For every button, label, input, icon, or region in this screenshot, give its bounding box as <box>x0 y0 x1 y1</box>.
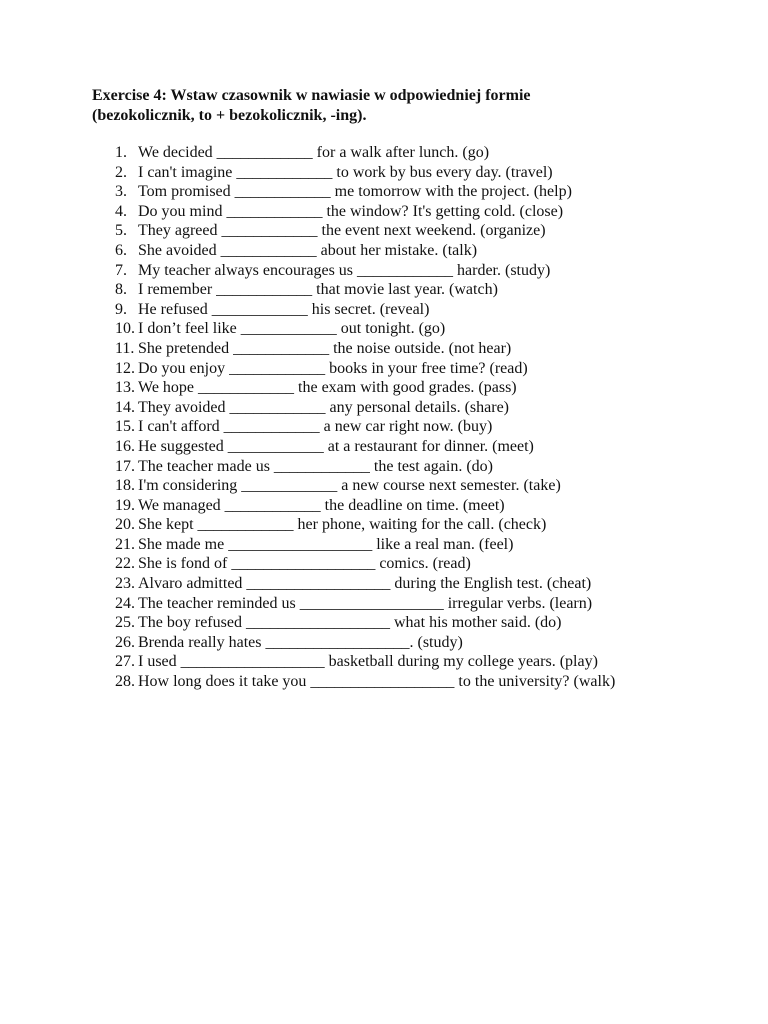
exercise-sentence: She made me __________________ like a real man. (feel) <box>138 535 514 553</box>
exercise-sentence: They avoided ____________ any personal details. (share) <box>138 398 510 416</box>
exercise-number: 25. <box>115 614 135 632</box>
exercise-item <box>115 613 675 633</box>
exercise-sentence: Alvaro admitted __________________ during the English test. (cheat) <box>138 575 592 593</box>
exercise-number: 16. <box>115 437 135 455</box>
exercise-sentence: We managed ____________ the deadline on time. (meet) <box>138 496 505 514</box>
exercise-number: 14. <box>115 398 135 416</box>
exercise-item <box>115 241 675 261</box>
exercise-number: 22. <box>115 555 135 573</box>
exercise-sentence: She avoided ____________ about her mistake. (talk) <box>138 241 478 259</box>
exercise-item <box>115 437 675 457</box>
exercise-sentence: The teacher reminded us __________________ irregular verbs. (learn) <box>138 594 593 612</box>
exercise-item <box>115 633 675 653</box>
exercise-sentence: She kept ____________ her phone, waiting for the call. (check) <box>138 516 547 534</box>
exercise-number: 23. <box>115 575 135 593</box>
exercise-number: 27. <box>115 653 135 671</box>
exercise-item <box>115 672 675 692</box>
exercise-number: 24. <box>115 594 135 612</box>
exercise-sentence: I don’t feel like ____________ out tonight. (go) <box>138 320 446 338</box>
exercise-item <box>115 554 675 574</box>
exercise-item <box>115 143 675 163</box>
exercise-item <box>115 496 675 516</box>
exercise-number: 18. <box>115 477 135 495</box>
exercise-number: 20. <box>115 516 135 534</box>
exercise-number: 26. <box>115 633 135 651</box>
exercise-number: 3. <box>115 183 127 201</box>
exercise-sentence: I'm considering ____________ a new course next semester. (take) <box>138 477 561 495</box>
exercise-number: 12. <box>115 359 135 377</box>
exercise-item <box>115 339 675 359</box>
exercise-item <box>115 202 675 222</box>
exercise-list <box>115 143 675 692</box>
exercise-sentence: She pretended ____________ the noise outside. (not hear) <box>138 339 512 357</box>
exercise-item <box>115 221 675 241</box>
exercise-item <box>115 476 675 496</box>
exercise-item <box>115 319 675 339</box>
exercise-number: 2. <box>115 163 127 181</box>
exercise-item <box>115 261 675 281</box>
exercise-number: 15. <box>115 418 135 436</box>
exercise-item <box>115 515 675 535</box>
exercise-item <box>115 359 675 379</box>
exercise-number: 28. <box>115 673 135 691</box>
exercise-number: 5. <box>115 222 127 240</box>
exercise-number: 13. <box>115 379 135 397</box>
exercise-sentence: I can't afford ____________ a new car right now. (buy) <box>138 418 493 436</box>
exercise-number: 11. <box>115 339 135 357</box>
exercise-sentence: We decided ____________ for a walk after lunch. (go) <box>138 144 490 161</box>
exercise-number: 1. <box>115 144 127 161</box>
exercise-number: 19. <box>115 496 135 514</box>
exercise-item <box>115 300 675 320</box>
exercise-item <box>115 594 675 614</box>
exercise-item <box>115 398 675 418</box>
exercise-sentence: I remember ____________ that movie last year. (watch) <box>138 281 498 299</box>
exercise-number: 4. <box>115 202 127 220</box>
exercise-sentence: Brenda really hates __________________. (study) <box>138 633 463 651</box>
exercise-number: 7. <box>115 261 127 279</box>
exercise-number: 6. <box>115 241 127 259</box>
exercise-sentence: The teacher made us ____________ the test again. (do) <box>138 457 493 475</box>
exercise-item <box>115 457 675 477</box>
exercise-item <box>115 378 675 398</box>
exercise-item <box>115 163 675 183</box>
exercise-sentence: I can't imagine ____________ to work by bus every day. (travel) <box>138 163 553 181</box>
exercise-sentence: He suggested ____________ at a restaurant for dinner. (meet) <box>138 437 534 455</box>
exercise-sentence: My teacher always encourages us ____________ harder. (study) <box>138 261 551 279</box>
exercise-heading-line-1: Exercise 4: Wstaw czasownik w nawiasie w odpowiedniej formie <box>92 87 531 104</box>
exercise-number: 17. <box>115 457 135 475</box>
exercise-item <box>115 280 675 300</box>
exercise-sentence: Do you mind ____________ the window? It's getting cold. (close) <box>138 202 564 220</box>
exercise-item <box>115 182 675 202</box>
exercise-sentence: He refused ____________ his secret. (reveal) <box>138 300 430 318</box>
exercise-heading <box>92 86 712 126</box>
exercise-number: 10. <box>115 320 135 338</box>
exercise-item <box>115 535 675 555</box>
exercise-sentence: We hope ____________ the exam with good grades. (pass) <box>138 379 517 397</box>
exercise-sentence: They agreed ____________ the event next weekend. (organize) <box>138 222 546 240</box>
exercise-item <box>115 417 675 437</box>
exercise-sentence: The boy refused __________________ what his mother said. (do) <box>138 614 562 632</box>
exercise-sentence: I used __________________ basketball during my college years. (play) <box>138 653 598 671</box>
exercise-sentence: She is fond of __________________ comics. (read) <box>138 555 471 573</box>
exercise-number: 8. <box>115 281 127 299</box>
exercise-sentence: How long does it take you __________________ to the university? (walk) <box>138 673 616 691</box>
exercise-sentence: Do you enjoy ____________ books in your free time? (read) <box>138 359 528 377</box>
exercise-item <box>115 652 675 672</box>
exercise-number: 21. <box>115 535 135 553</box>
exercise-sentence: Tom promised ____________ me tomorrow with the project. (help) <box>138 183 572 201</box>
exercise-heading-line-2: (bezokolicznik, to + bezokolicznik, -ing). <box>92 107 367 124</box>
exercise-item <box>115 574 675 594</box>
exercise-number: 9. <box>115 300 127 318</box>
